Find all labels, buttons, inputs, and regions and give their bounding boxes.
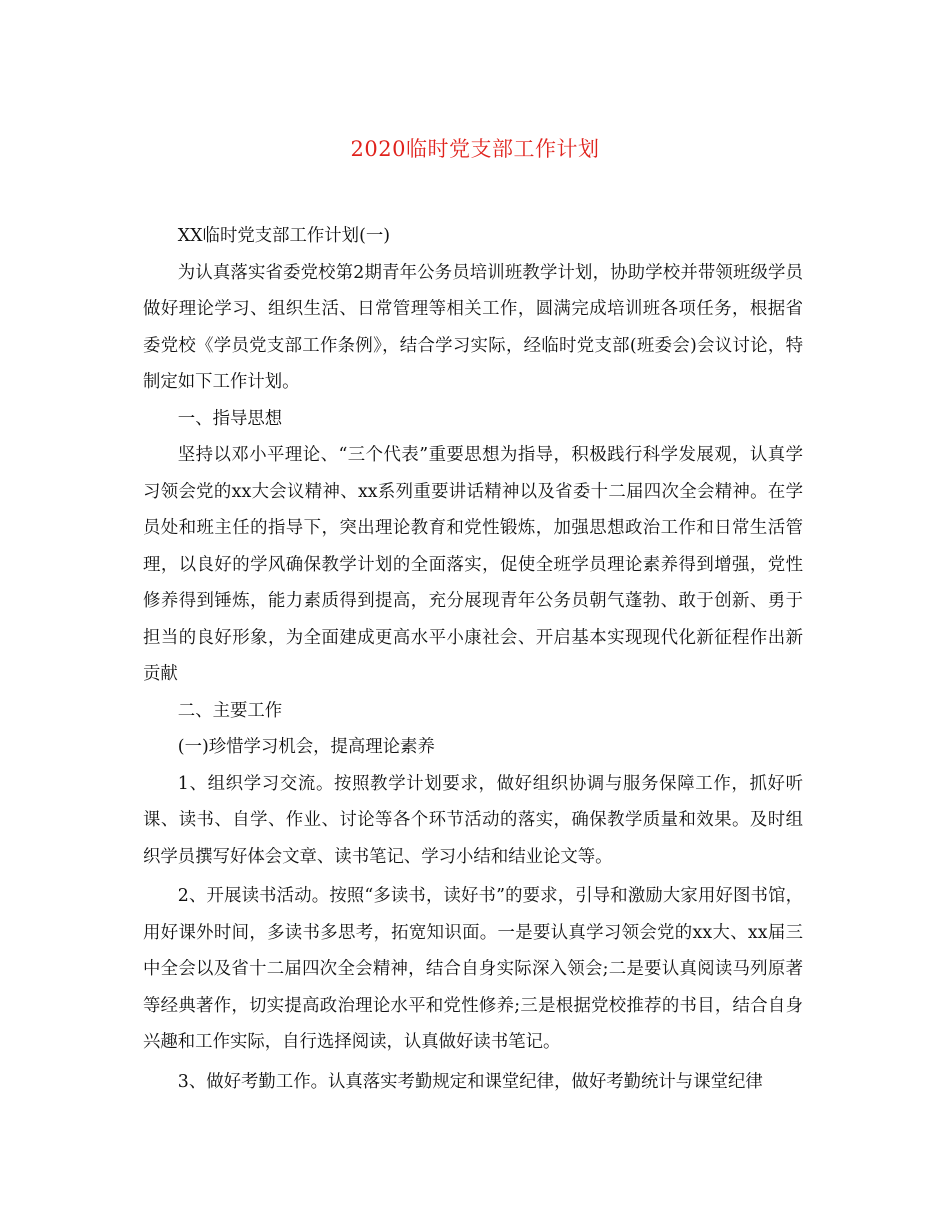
item-paragraph-3: 3、做好考勤工作。认真落实考勤规定和课堂纪律，做好考勤统计与课堂纪律 (177, 1071, 763, 1092)
document-body (143, 218, 803, 1100)
guiding-thought-paragraph: 坚持以邓小平理论、“三个代表”重要思想为指导，积极践行科学发展观，认真学习领会党的xx大会议精神、xx系列重要讲话精神以及省委十二届四次全会精神。在学员处和班主任的指导下，突出理论教育和党性锻炼，加强思想政治工作和日常生活管理，以良好的学风确保教学计划的全面落实，促使全班学员理论素养得到增强，党性修养得到锤炼，能力素质得到提高，充分展现青年公务员朝气蓬勃、敢于创新、勇于担当的良好形象，为全面建成更高水平小康社会、开启基本实现现代化新征程作出新贡献 (143, 445, 803, 684)
intro-paragraph: 为认真落实省委党校第2期青年公务员培训班教学计划，协助学校并带领班级学员做好理论学习、组织生活、日常管理等相关工作，圆满完成培训班各项任务，根据省委党校《学员党支部工作条例》，结合学习实际，经临时党支部(班委会)会议讨论，特制定如下工作计划。 (143, 262, 803, 392)
subtitle-paragraph: XX临时党支部工作计划(一) (177, 226, 391, 246)
section-heading-main-work: 二、主要工作 (177, 700, 283, 721)
section-heading-guiding-thought: 一、指导思想 (177, 408, 283, 429)
item-paragraph-2: 2、开展读书活动。按照“多读书，读好书”的要求，引导和激励大家用好图书馆，用好课外时间，多读书多思考，拓宽知识面。一是要认真学习领会党的xx大、xx届三中全会以及省十二届四次全会精神，结合自身实际深入领会;二是要认真阅读马列原著等经典著作，切实提高政治理论水平和党性修养;三是根据党校推荐的书目，结合自身兴趣和工作实际，自行选择阅读，认真做好读书笔记。 (143, 886, 803, 1052)
item-paragraph-1: 1、组织学习交流。按照教学计划要求，做好组织协调与服务保障工作，抓好听课、读书、自学、作业、讨论等各个环节活动的落实，确保教学质量和效果。及时组织学员撰写好体会文章、读书笔记、学习小结和结业论文等。 (143, 773, 803, 867)
subsection-heading: (一)珍惜学习机会，提高理论素养 (177, 737, 435, 757)
document-title: 2020临时党支部工作计划 (350, 137, 600, 161)
